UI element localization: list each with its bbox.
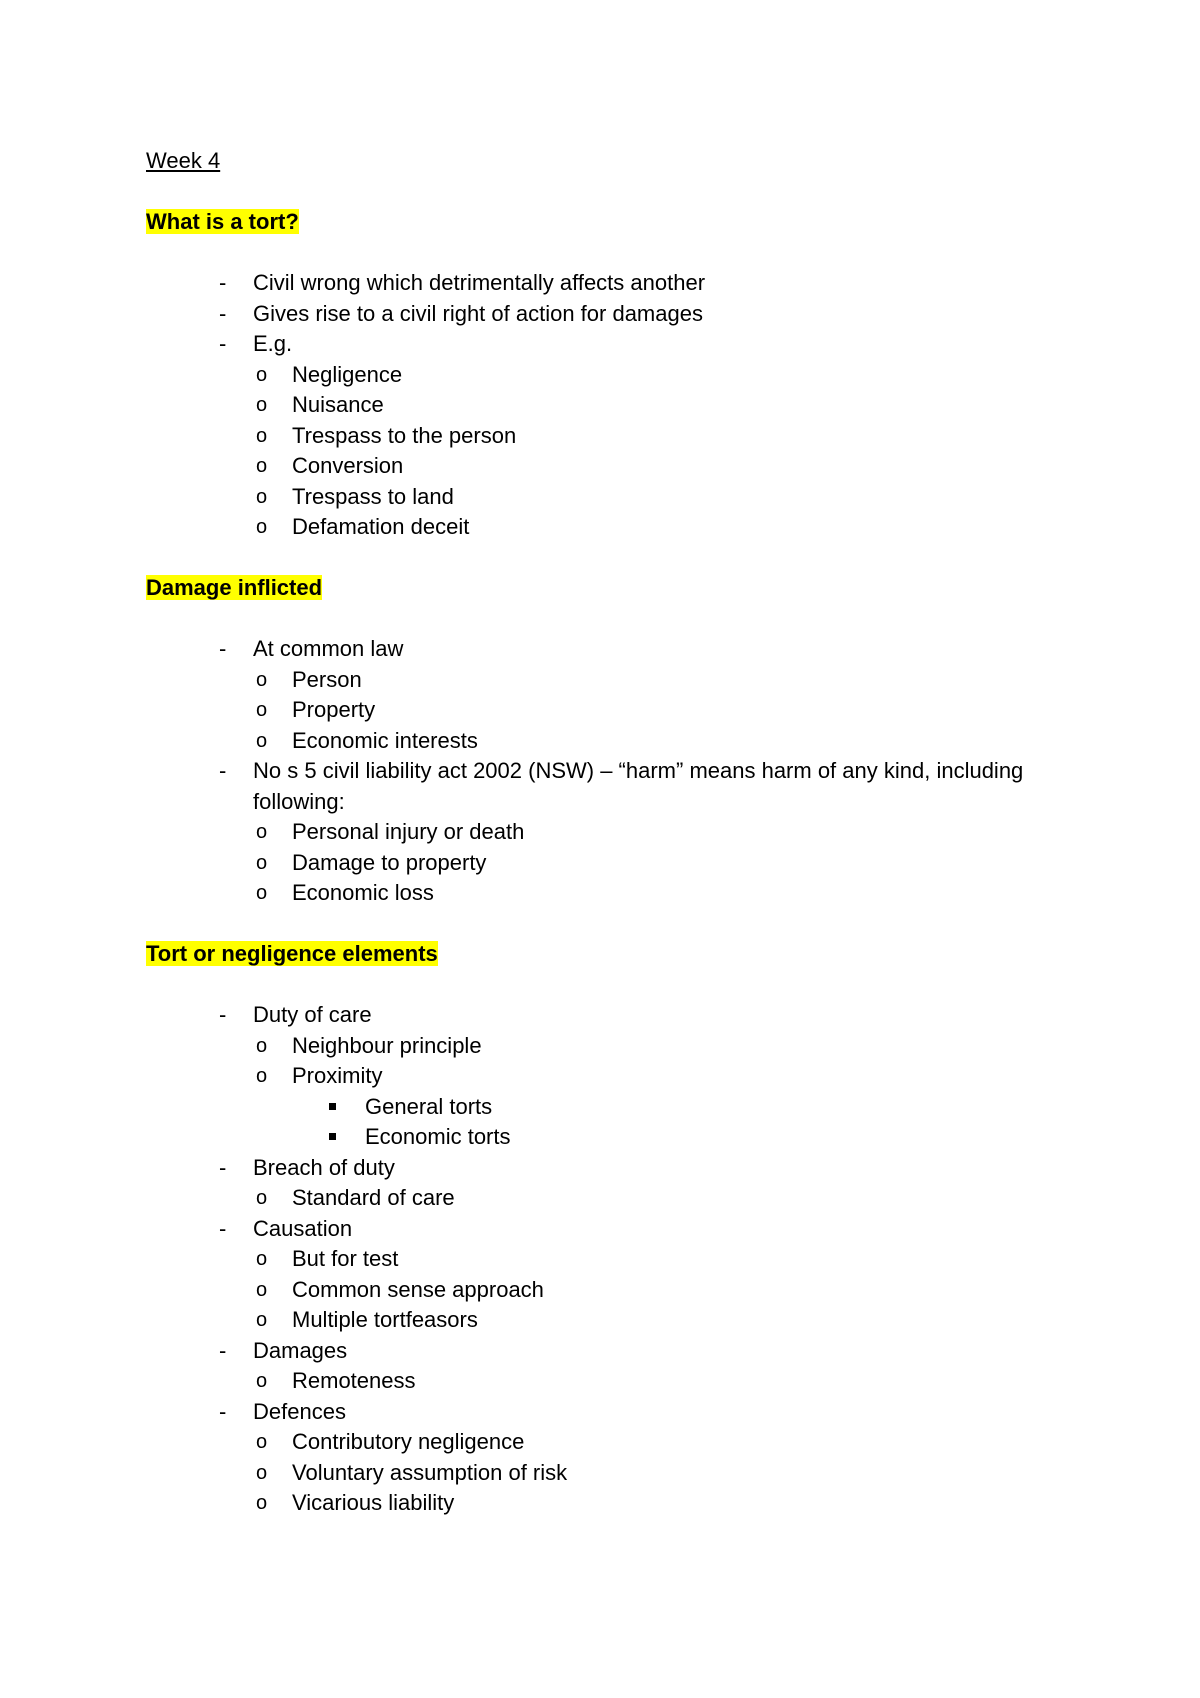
list-item [146, 878, 1066, 909]
circle-bullet: o [256, 1248, 268, 1270]
dash-bullet: - [219, 1154, 227, 1180]
dash-bullet: - [219, 1215, 227, 1241]
list-item-text: Remoteness [292, 1368, 416, 1393]
section-heading-text: Damage inflicted [146, 575, 323, 600]
list-item-text: Economic loss [292, 880, 434, 905]
circle-bullet: o [256, 1278, 268, 1301]
circle-bullet: o [256, 668, 268, 691]
circle-bullet: o [256, 485, 268, 508]
circle-bullet: o [256, 455, 268, 477]
list-item-text: General torts [365, 1093, 493, 1119]
list-item-text: Standard of care [292, 1185, 455, 1210]
square-bullet-icon [329, 1133, 336, 1140]
list-item-text: Proximity [292, 1063, 383, 1088]
document-body [146, 146, 1066, 1519]
circle-bullet: o [256, 394, 268, 416]
list-item-text: Vicarious liability [292, 1490, 455, 1515]
list-item [146, 1244, 1066, 1275]
circle-bullet: o [256, 851, 268, 874]
list-item-text: Negligence [292, 361, 403, 387]
list-item-text: But for test [292, 1246, 399, 1271]
list-item-text: Common sense approach [292, 1276, 544, 1302]
list-item [146, 665, 1066, 696]
page-title: Week 4 [146, 148, 221, 173]
section-heading-text: What is a tort? [146, 209, 299, 234]
list-item-text: E.g. [253, 331, 293, 356]
circle-bullet: o [256, 1309, 268, 1331]
list-item-text: Multiple tortfeasors [292, 1307, 478, 1332]
list-item [146, 848, 1066, 879]
list-item-text: Breach of duty [253, 1154, 395, 1180]
list-item [146, 421, 1066, 452]
dash-bullet: - [219, 1398, 227, 1424]
list-item [146, 1031, 1066, 1062]
list-item-text: Nuisance [292, 392, 384, 417]
circle-bullet: o [256, 1370, 268, 1392]
circle-bullet: o [256, 821, 268, 843]
spacer [146, 604, 1066, 635]
list-item [146, 512, 1066, 543]
list-item-text: Civil wrong which detrimentally affects another [253, 270, 706, 295]
list-item [146, 1000, 1066, 1031]
section-heading [146, 939, 1066, 970]
dash-bullet: - [219, 758, 227, 783]
list-item [146, 634, 1066, 665]
list-item-text: Trespass to the person [292, 422, 517, 448]
list-item [146, 695, 1066, 726]
list-item-text: Person [292, 666, 362, 692]
list-item-text: Voluntary assumption of risk [292, 1459, 568, 1485]
list-item-text: At common law [253, 636, 404, 661]
list-item [146, 756, 1066, 817]
list-item-text: Personal injury or death [292, 819, 525, 844]
circle-bullet: o [256, 699, 268, 721]
list-item-text: Property [292, 697, 376, 722]
list-item-text: Damage to property [292, 849, 487, 875]
spacer [146, 970, 1066, 1001]
circle-bullet: o [256, 1065, 268, 1087]
list-item [146, 360, 1066, 391]
list-item [146, 726, 1066, 757]
list-item [146, 329, 1066, 360]
list-item [146, 1275, 1066, 1306]
list-item-text: Economic torts [365, 1124, 511, 1149]
circle-bullet: o [256, 1187, 268, 1209]
list-item [146, 1458, 1066, 1489]
list-item-text: Damages [253, 1337, 348, 1363]
dash-bullet: - [219, 1002, 227, 1027]
list-item-text: Gives rise to a civil right of action for damages [253, 300, 703, 326]
list-item-text: Trespass to land [292, 483, 454, 509]
dash-bullet: - [219, 270, 227, 295]
list-item-text: Contributory negligence [292, 1429, 525, 1454]
circle-bullet: o [256, 1034, 268, 1057]
list-item [146, 1214, 1066, 1245]
circle-bullet: o [256, 1492, 268, 1514]
list-item [146, 1336, 1066, 1367]
list-item [146, 268, 1066, 299]
list-item-text: Conversion [292, 453, 404, 478]
circle-bullet: o [256, 882, 268, 904]
circle-bullet: o [256, 516, 268, 538]
circle-bullet: o [256, 1461, 268, 1484]
dash-bullet: - [219, 331, 227, 356]
list-item [146, 1305, 1066, 1336]
circle-bullet: o [256, 1431, 268, 1453]
list-item [146, 1397, 1066, 1428]
section-heading [146, 573, 1066, 604]
dash-bullet: - [219, 636, 227, 661]
list-item [146, 1488, 1066, 1519]
list-item [146, 1427, 1066, 1458]
spacer [146, 543, 1066, 574]
spacer [146, 177, 1066, 208]
list-item [146, 1092, 1066, 1123]
list-item [146, 451, 1066, 482]
list-item-text: Duty of care [253, 1002, 372, 1027]
square-bullet-icon [329, 1103, 336, 1110]
section-heading [146, 207, 1066, 238]
list-item [146, 482, 1066, 513]
circle-bullet: o [256, 729, 268, 752]
dash-bullet: - [219, 1337, 227, 1363]
circle-bullet: o [256, 424, 268, 447]
list-item [146, 1183, 1066, 1214]
circle-bullet: o [256, 363, 268, 386]
spacer [146, 238, 1066, 269]
list-item-text: Defamation deceit [292, 514, 470, 539]
list-item [146, 1153, 1066, 1184]
list-item [146, 1122, 1066, 1153]
list-item-text: Defences [253, 1398, 346, 1424]
list-item [146, 1061, 1066, 1092]
spacer [146, 909, 1066, 940]
list-item-text: Causation [253, 1215, 353, 1241]
list-item [146, 390, 1066, 421]
list-item [146, 1366, 1066, 1397]
dash-bullet: - [219, 300, 227, 326]
list-item-text: No s 5 civil liability act 2002 (NSW) – “harm” means harm of any kind, including following: [253, 758, 1024, 814]
list-item [146, 817, 1066, 848]
section-heading-text: Tort or negligence elements [146, 941, 438, 966]
list-item [146, 299, 1066, 330]
list-item-text: Neighbour principle [292, 1032, 482, 1058]
list-item-text: Economic interests [292, 727, 478, 753]
